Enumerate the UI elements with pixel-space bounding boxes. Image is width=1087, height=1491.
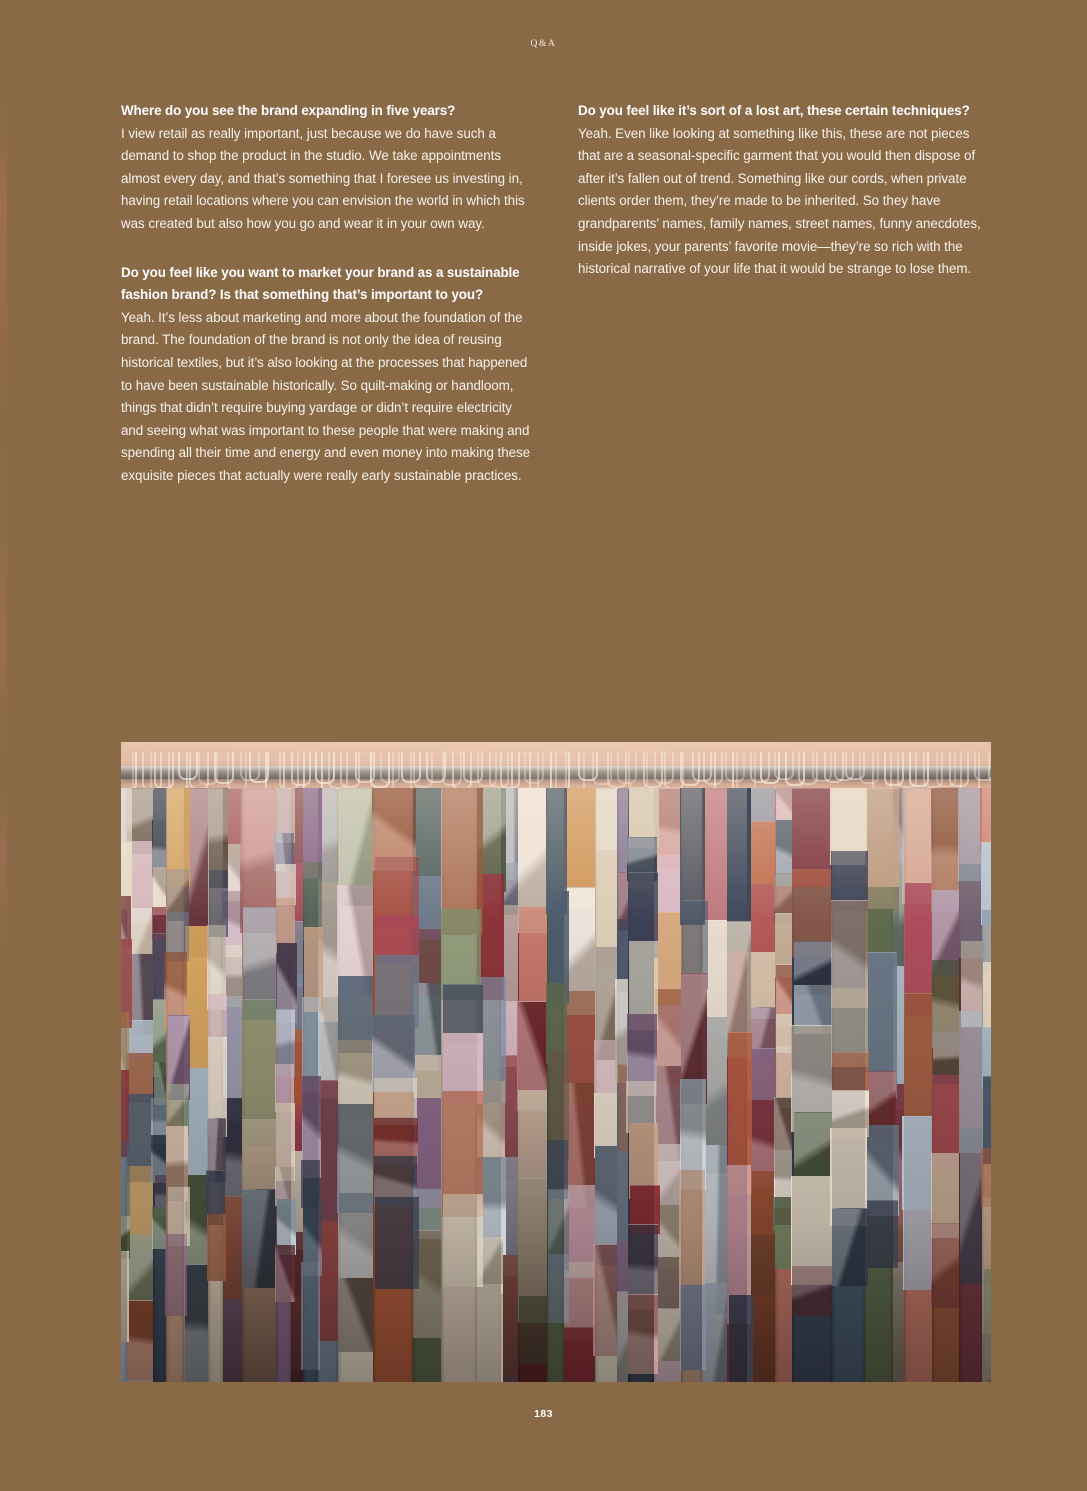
patchwork-block [548, 1254, 569, 1323]
patchwork-block [727, 788, 751, 951]
question-text: Do you feel like it’s sort of a lost art, these certain techniques? [578, 103, 970, 118]
patchwork-block [792, 788, 836, 887]
patchwork-block [792, 1266, 836, 1316]
patchwork-block [680, 1079, 706, 1190]
patchwork-block [832, 1090, 869, 1138]
patchwork-block [121, 1251, 129, 1342]
patchwork-block [206, 1170, 225, 1225]
patchwork-block [830, 1128, 867, 1226]
patchwork-block [375, 955, 419, 1028]
hanger-icon [988, 752, 991, 783]
patchwork-block [981, 1148, 991, 1208]
patchwork-block [375, 915, 419, 964]
patchwork-block [207, 1214, 226, 1281]
patchwork-block [442, 1091, 483, 1216]
patchwork-block [983, 962, 991, 1041]
patchwork-block [831, 900, 868, 1008]
patchwork-block [443, 984, 484, 1045]
garment [441, 788, 478, 1382]
patchwork-block [983, 1197, 991, 1285]
patchwork-block [375, 856, 419, 929]
patchwork-block [629, 1123, 659, 1198]
garment [792, 788, 832, 1382]
patchwork-block [374, 1117, 418, 1165]
patchwork-block [274, 833, 293, 871]
patchwork-block [982, 910, 991, 974]
patchwork-block [275, 1245, 294, 1302]
answer-text: Yeah. Even like looking at something like this, these are not pieces that are a seasonal-specific garment that you would then dispose of after it’s fallen out of trend. Something like our cords, when private clients order them, they’re made to be inherited. So they have grandparents’ names, family names, street names, funny anecdotes, inside jokes, your parents’ favorite movie—they’re so rich with the historical narrative of your life that it would be strange to lose them. [578, 125, 981, 277]
patchwork-block [374, 1156, 418, 1207]
garment [982, 788, 991, 1382]
patchwork-block [680, 788, 706, 925]
patchwork-block [629, 941, 659, 1030]
text-columns [121, 100, 991, 488]
answer-text: I view retail as really important, just because we do have such a demand to shop the product in the studio. We take appointments almost every day, and that’s something that I foresee us investing in, having retail locations where you can envision the world in which this was created but also how you go and wear it in your own way. [121, 125, 525, 231]
patchwork-block [830, 788, 867, 865]
patchwork-block [375, 1197, 419, 1288]
patchwork-block [981, 842, 991, 925]
patchwork-block [443, 1033, 484, 1104]
garment [276, 788, 291, 1382]
patchwork-block [301, 1262, 320, 1370]
patchwork-block [832, 1052, 869, 1098]
garment [727, 788, 747, 1382]
page-number: 183 [534, 1408, 553, 1420]
patchwork-block [165, 1234, 187, 1316]
garment [681, 788, 703, 1382]
patchwork-block [627, 837, 657, 881]
column-right [578, 100, 991, 488]
patchwork-block [372, 1015, 416, 1092]
photo-clothing-rack [121, 742, 991, 1382]
patchwork-block [546, 788, 567, 914]
question-text: Where do you see the brand expanding in five years? [121, 103, 456, 118]
patchwork-block [546, 983, 567, 1064]
patchwork-block [628, 1294, 658, 1374]
patchwork-block [863, 1200, 897, 1268]
garment [208, 788, 223, 1382]
column-left [121, 100, 534, 488]
patchwork-block [831, 988, 868, 1067]
patchwork-block [627, 1014, 657, 1095]
garment [373, 788, 413, 1382]
patchwork-block [982, 1334, 991, 1382]
patchwork-block [443, 1194, 484, 1287]
page-edge-bleed [0, 90, 7, 1320]
garment [121, 788, 127, 1382]
patchwork-block [442, 788, 483, 935]
patchwork-block [680, 1285, 706, 1370]
garment [166, 788, 184, 1382]
garment [628, 788, 654, 1382]
qa-block [578, 100, 991, 281]
garment [959, 788, 982, 1382]
garment [242, 788, 278, 1382]
patchwork-block [628, 1224, 658, 1310]
patchwork-block [729, 1295, 753, 1382]
garment [338, 788, 376, 1382]
patchwork-block [831, 851, 868, 911]
patchwork-block [372, 788, 416, 871]
patchwork-block [832, 1208, 869, 1286]
garment [547, 788, 564, 1382]
patchwork-block [679, 1170, 705, 1310]
garment [832, 788, 865, 1382]
patchwork-block [628, 872, 658, 957]
patchwork-block [791, 1176, 835, 1285]
patchwork-block [164, 952, 186, 1029]
patchwork-block [374, 1078, 418, 1125]
garment-group [121, 788, 991, 1382]
patchwork-block [983, 1076, 991, 1164]
patchwork-block [984, 1269, 991, 1349]
question-text: Do you feel like you want to market your brand as a sustainable fashion brand? Is that something that’s important to you? [121, 264, 520, 303]
answer-text: Yeah. It’s less about marketing and more about the foundation of the brand. The foundation of the brand is not only the idea of reusing historical textiles, but it’s also looking at the processes that happened to have been sustainable historically. So quilt-making or handloom, things that didn’t require buying yardage or didn’t require electricity and seeing what was important to these people that were making and spending all their time and energy and even money into making these exquisite pieces that actually were really early sustainable practices. [121, 309, 531, 483]
patchwork-block [982, 1027, 991, 1088]
patchwork-block [301, 1160, 320, 1208]
qa-block [121, 262, 534, 488]
running-head: Q&A [530, 39, 557, 49]
patchwork-block [791, 1025, 835, 1132]
patchwork-block [626, 1081, 656, 1133]
patchwork-block [980, 788, 991, 854]
garment [303, 788, 318, 1382]
patchwork-block [441, 909, 482, 1000]
patchwork-block [792, 869, 836, 958]
qa-block [121, 100, 534, 236]
